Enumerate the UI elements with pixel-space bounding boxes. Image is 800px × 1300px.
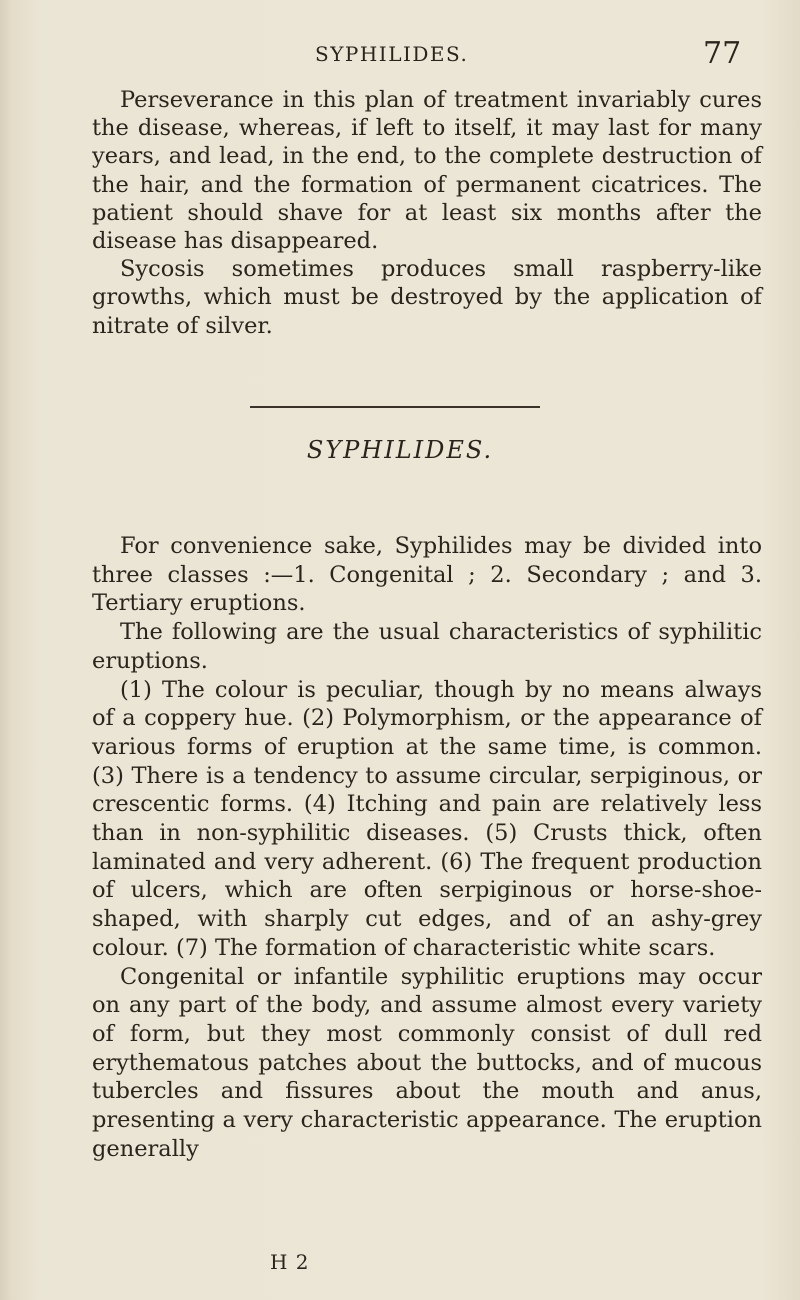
top-text-block [92,86,762,340]
paragraph-characteristics-list: (1) The colour is peculiar, though by no means always of a coppery hue. (2) Polymorphism, or the appearance of various forms of eruption at the same time, is common. (3) There is a tendency to assume circular, serpiginous, or crescentic forms. (4) Itching and pain are relatively less than in non-syphilitic diseases. (5) Crusts thick, often laminated and very adherent. (6) The frequent production of ulcers, which are often serpiginous or horse-shoe-shaped, with sharply cut edges, and of an ashy-grey colour. (7) The formation of characteristic white scars. [92,676,762,961]
section-text-block [92,532,762,1163]
section-divider-rule [250,406,540,408]
paragraph-perseverance: Perseverance in this plan of treatment invariably cures the disease, whereas, if left to itself, it may last for many years, and lead, in the end, to the complete destruction of the hair, and the formation of permanent cicatrices. The patient should shave for at least six months after the disease has disappeared. [92,87,762,255]
page-number: 77 [703,36,742,71]
section-heading: SYPHILIDES. [306,436,494,464]
paragraph-congenital: Congenital or infantile syphilitic eruptions may occur on any part of the body, and assume almost every variety of form, but they most commonly consist of dull red erythematous patches about the buttocks, and of mucous tubercles and fissures about the mouth and anus, presenting a very characteristic appearance. The eruption generally [92,963,762,1162]
paragraph-characteristics-intro: The following are the usual characteristics of syphilitic eruptions. [92,619,762,674]
running-title: SYPHILIDES. [315,42,469,66]
paragraph-classes: For convenience sake, Syphilides may be divided into three classes :—1. Congenital ; 2. Secondary ; and 3. Tertiary eruptions. [92,533,762,617]
paragraph-sycosis: Sycosis sometimes produces small raspberry-like growths, which must be destroyed by the application of nitrate of silver. [92,256,762,339]
signature-mark: H 2 [270,1250,310,1274]
running-head [0,36,800,76]
